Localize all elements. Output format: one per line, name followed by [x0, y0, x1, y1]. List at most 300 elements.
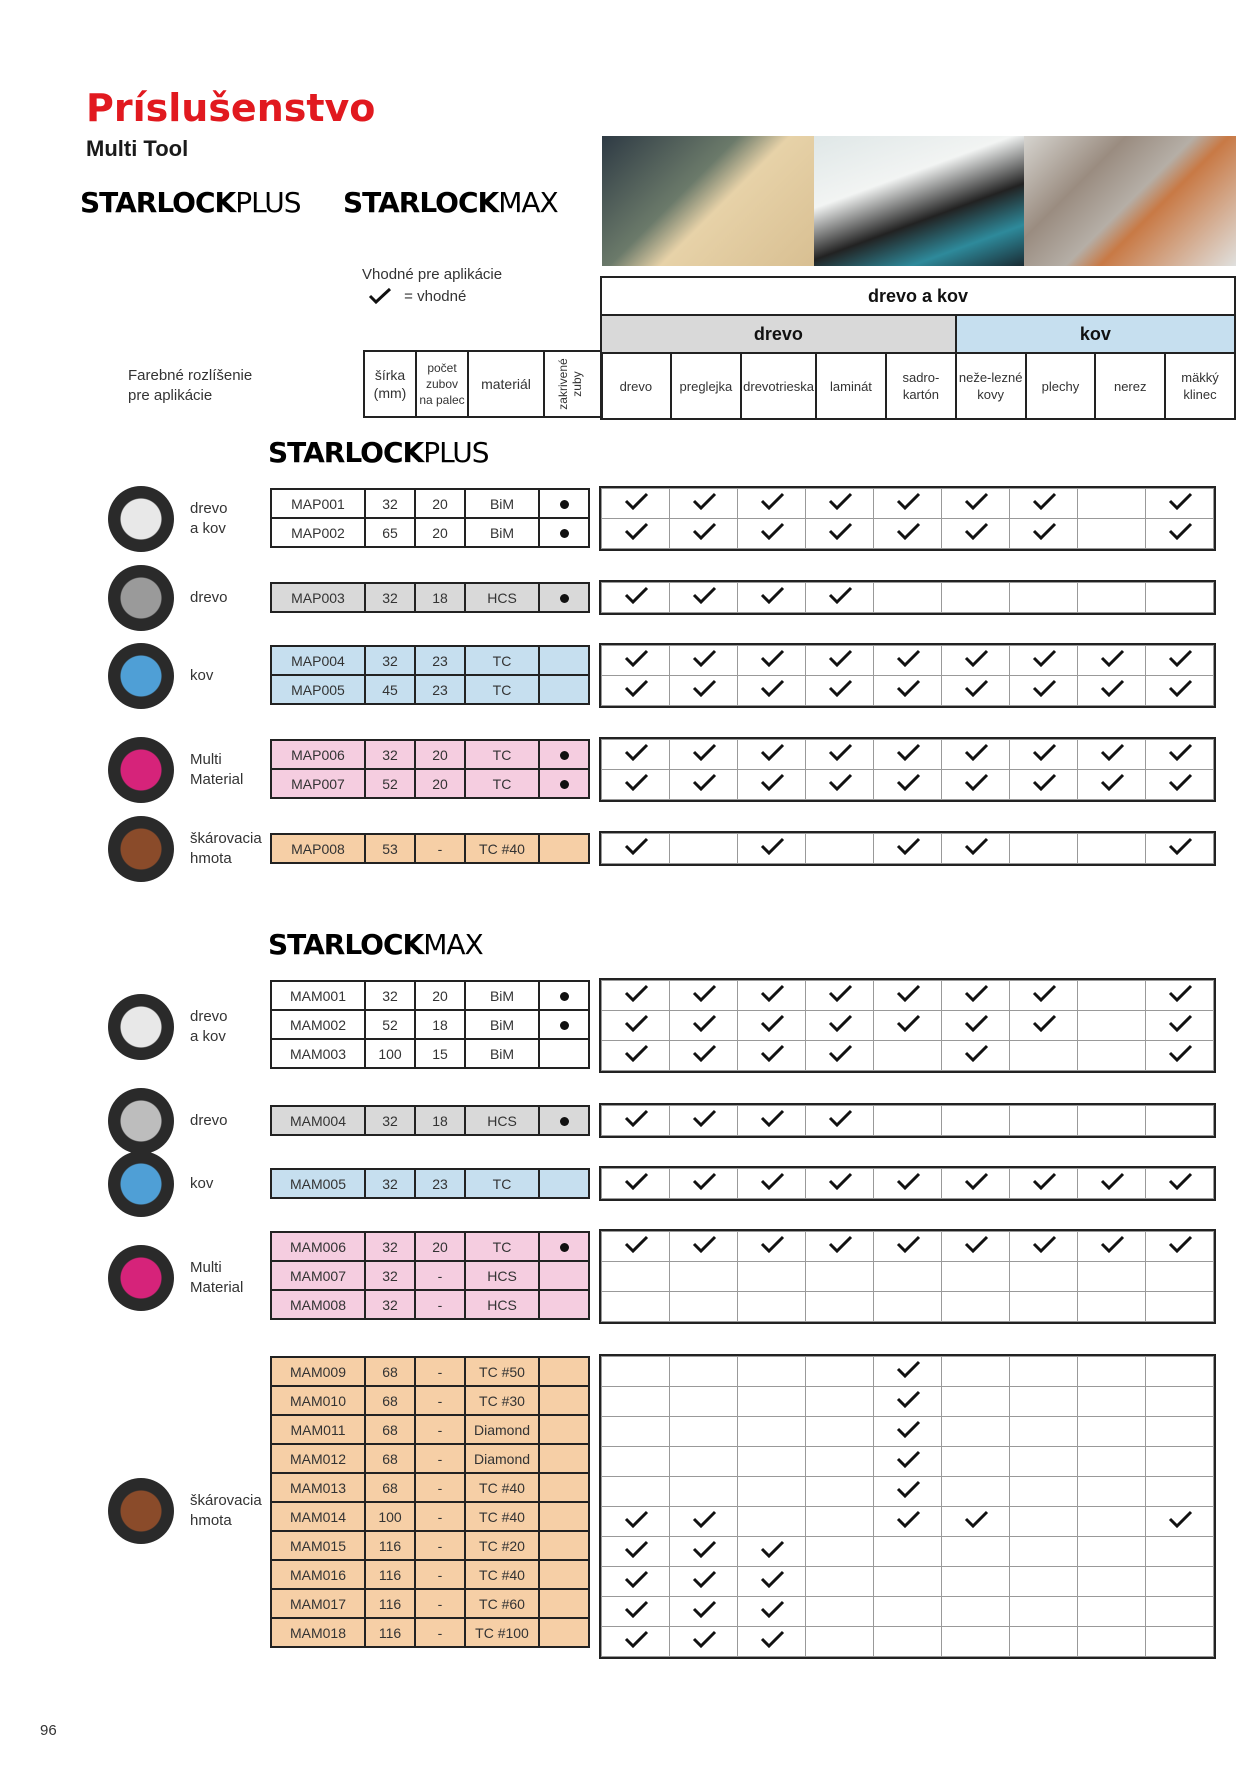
- grid-cell: [874, 1262, 942, 1292]
- product-code: MAM010: [271, 1386, 365, 1415]
- teeth-value: 20: [415, 1232, 465, 1261]
- grid-cell: [1078, 1232, 1146, 1262]
- grid-cell: [942, 1387, 1010, 1417]
- checkmark-icon: [827, 679, 853, 697]
- grid-cell: [806, 646, 874, 676]
- checkmark-icon: [623, 1630, 649, 1648]
- checkmark-icon: [623, 522, 649, 540]
- curved-teeth-cell: [539, 1232, 589, 1261]
- product-code: MAP005: [271, 675, 365, 704]
- grid-row: [602, 1262, 1214, 1292]
- group-label: drevo a kov: [190, 500, 228, 537]
- grid-cell: [1010, 770, 1078, 800]
- checkmark-icon: [691, 1109, 717, 1127]
- checkmark-icon: [759, 522, 785, 540]
- header-group-kov: kov: [956, 315, 1235, 353]
- checkmark-icon: [827, 984, 853, 1002]
- grid-cell: [806, 1417, 874, 1447]
- group-label: Multi Material: [190, 751, 244, 788]
- col-header-4: sadro-kartón: [886, 353, 956, 419]
- curved-teeth-cell: [539, 1415, 589, 1444]
- blade-color-badge: [108, 1151, 174, 1217]
- grid-cell: [670, 1011, 738, 1041]
- grid-cell: [602, 489, 670, 519]
- table-row: [271, 489, 589, 518]
- material-value: TC #30: [465, 1386, 539, 1415]
- blade-color-badge: [108, 1245, 174, 1311]
- grid-cell: [942, 1169, 1010, 1199]
- checkmark-icon: [623, 1570, 649, 1588]
- checkmark-icon: [623, 1109, 649, 1127]
- grid-cell: [1146, 770, 1214, 800]
- grid-cell: [602, 1262, 670, 1292]
- material-value: BiM: [465, 489, 539, 518]
- checkmark-icon: [963, 492, 989, 510]
- material-value: BiM: [465, 981, 539, 1010]
- grid-cell: [1146, 1292, 1214, 1322]
- grid-cell: [738, 834, 806, 864]
- table-row: [271, 1010, 589, 1039]
- grid-cell: [602, 1537, 670, 1567]
- checkmark-icon: [691, 522, 717, 540]
- checkmark-icon: [1031, 679, 1057, 697]
- curved-teeth-cell: [539, 740, 589, 769]
- grid-cell: [1146, 1417, 1214, 1447]
- grid-cell: [806, 1232, 874, 1262]
- grid-row: [602, 1292, 1214, 1322]
- checkmark-icon: [759, 679, 785, 697]
- grid-cell: [1078, 676, 1146, 706]
- checkmark-icon: [691, 1510, 717, 1528]
- width-value: 52: [365, 1010, 415, 1039]
- col-header-2: drevotrieska: [741, 353, 816, 419]
- grid-cell: [806, 1357, 874, 1387]
- grid-row: [602, 1011, 1214, 1041]
- grid-cell: [738, 583, 806, 613]
- grid-cell: [1010, 1597, 1078, 1627]
- checkmark-icon: [963, 837, 989, 855]
- product-code: MAM011: [271, 1415, 365, 1444]
- material-value: TC #40: [465, 1473, 539, 1502]
- group-label: škárovacia hmota: [190, 829, 262, 867]
- curved-teeth-cell: [539, 981, 589, 1010]
- group-label: kov: [190, 1174, 214, 1192]
- grid-cell: [738, 646, 806, 676]
- grid-row: [602, 676, 1214, 706]
- grid-cell: [874, 834, 942, 864]
- width-value: 100: [365, 1502, 415, 1531]
- application-grid: [601, 1105, 1214, 1136]
- dot-icon: [560, 500, 569, 509]
- grid-cell: [1078, 740, 1146, 770]
- table-row: [271, 1261, 589, 1290]
- blade-color-badge: [108, 643, 174, 709]
- grid-row: [602, 1169, 1214, 1199]
- grid-cell: [670, 740, 738, 770]
- checkmark-icon: [895, 773, 921, 791]
- grid-cell: [1010, 1387, 1078, 1417]
- teeth-value: -: [415, 1444, 465, 1473]
- grid-cell: [1078, 1106, 1146, 1136]
- col-header-6: plechy: [1026, 353, 1096, 419]
- checkmark-icon: [759, 586, 785, 604]
- checkmark-icon: [895, 1014, 921, 1032]
- grid-cell: [602, 646, 670, 676]
- checkmark-icon: [895, 679, 921, 697]
- grid-cell: [670, 1477, 738, 1507]
- checkmark-icon: [827, 1044, 853, 1062]
- teeth-value: 20: [415, 518, 465, 547]
- material-value: TC #60: [465, 1589, 539, 1618]
- checkmark-icon: [623, 837, 649, 855]
- grid-cell: [670, 519, 738, 549]
- checkmark-icon: [1031, 1172, 1057, 1190]
- blade-color-badge: [108, 994, 174, 1060]
- checkmark-icon: [895, 1235, 921, 1253]
- grid-cell: [942, 1447, 1010, 1477]
- grid-cell: [1010, 740, 1078, 770]
- width-value: 68: [365, 1357, 415, 1386]
- grid-cell: [1010, 981, 1078, 1011]
- grid-cell: [738, 1477, 806, 1507]
- blade-color-badge: [108, 486, 174, 552]
- header-teeth: počet zubov na palec: [416, 351, 468, 417]
- checkmark-icon: [623, 984, 649, 1002]
- checkmark-icon: [963, 649, 989, 667]
- curved-teeth-cell: [539, 1010, 589, 1039]
- grid-cell: [602, 676, 670, 706]
- checkmark-icon: [895, 522, 921, 540]
- width-value: 32: [365, 646, 415, 675]
- grid-cell: [1146, 1387, 1214, 1417]
- checkmark-icon: [759, 1630, 785, 1648]
- checkmark-icon: [691, 1630, 717, 1648]
- grid-cell: [670, 1567, 738, 1597]
- checkmark-icon: [623, 679, 649, 697]
- grid-cell: [806, 1537, 874, 1567]
- grid-cell: [1078, 489, 1146, 519]
- blade-color-badge: [108, 816, 174, 882]
- table-row: [271, 1473, 589, 1502]
- grid-cell: [1146, 1507, 1214, 1537]
- grid-row: [602, 1627, 1214, 1657]
- checkmark-icon: [1167, 1014, 1193, 1032]
- grid-cell: [602, 583, 670, 613]
- grid-cell: [806, 740, 874, 770]
- grid-cell: [670, 1232, 738, 1262]
- curved-teeth-cell: [539, 1106, 589, 1135]
- width-value: 45: [365, 675, 415, 704]
- grid-row: [602, 834, 1214, 864]
- checkmark-icon: [691, 1540, 717, 1558]
- grid-cell: [874, 583, 942, 613]
- checkmark-icon: [1167, 1510, 1193, 1528]
- col-header-5: neže-lezné kovy: [956, 353, 1026, 419]
- teeth-value: 18: [415, 1106, 465, 1135]
- checkmark-icon: [759, 1109, 785, 1127]
- table-row: [271, 1444, 589, 1473]
- checkmark-icon: [623, 1044, 649, 1062]
- table-row: [271, 981, 589, 1010]
- grid-cell: [1010, 1169, 1078, 1199]
- spec-table: [270, 833, 590, 864]
- grid-cell: [1010, 1011, 1078, 1041]
- grid-cell: [806, 770, 874, 800]
- checkmark-icon: [895, 1450, 921, 1468]
- width-value: 32: [365, 981, 415, 1010]
- checkmark-icon: [1167, 1235, 1193, 1253]
- checkmark-icon: [1167, 1044, 1193, 1062]
- material-value: HCS: [465, 583, 539, 612]
- grid-cell: [1146, 646, 1214, 676]
- grid-cell: [1078, 583, 1146, 613]
- grid-cell: [738, 1537, 806, 1567]
- checkmark-icon: [1167, 984, 1193, 1002]
- grid-cell: [1010, 1507, 1078, 1537]
- grid-cell: [670, 1357, 738, 1387]
- legend-checkmark: [368, 287, 467, 309]
- width-value: 68: [365, 1415, 415, 1444]
- grid-row: [602, 1507, 1214, 1537]
- grid-cell: [1146, 1567, 1214, 1597]
- grid-cell: [1146, 1477, 1214, 1507]
- photo-window-cut: [814, 136, 1024, 266]
- grid-cell: [874, 1011, 942, 1041]
- width-value: 116: [365, 1618, 415, 1647]
- grid-cell: [602, 1447, 670, 1477]
- grid-cell: [738, 981, 806, 1011]
- checkmark-icon: [1167, 522, 1193, 540]
- teeth-value: -: [415, 1473, 465, 1502]
- checkmark-icon: [1167, 1172, 1193, 1190]
- grid-cell: [1146, 1106, 1214, 1136]
- checkmark-icon: [623, 1540, 649, 1558]
- grid-row: [602, 1417, 1214, 1447]
- curved-teeth-cell: [539, 1290, 589, 1319]
- grid-row: [602, 1041, 1214, 1071]
- grid-cell: [942, 1477, 1010, 1507]
- grid-cell: [1010, 676, 1078, 706]
- grid-cell: [602, 1357, 670, 1387]
- checkmark-icon: [759, 984, 785, 1002]
- grid-cell: [806, 1447, 874, 1477]
- grid-cell: [670, 1106, 738, 1136]
- grid-cell: [738, 1011, 806, 1041]
- table-row: [271, 1232, 589, 1261]
- checkmark-icon: [759, 649, 785, 667]
- width-value: 52: [365, 769, 415, 798]
- grid-row: [602, 740, 1214, 770]
- table-row: [271, 1415, 589, 1444]
- grid-cell: [602, 1041, 670, 1071]
- application-grid: [601, 833, 1214, 864]
- checkmark-icon: [1167, 773, 1193, 791]
- checkmark-icon: [759, 492, 785, 510]
- grid-cell: [670, 489, 738, 519]
- checkmark-icon: [895, 1480, 921, 1498]
- checkmark-icon: [827, 1172, 853, 1190]
- grid-cell: [1010, 1627, 1078, 1657]
- curved-teeth-cell: [539, 769, 589, 798]
- page-number: 96: [40, 1722, 57, 1739]
- teeth-value: 20: [415, 740, 465, 769]
- dot-icon: [560, 992, 569, 1001]
- product-code: MAP006: [271, 740, 365, 769]
- width-value: 32: [365, 740, 415, 769]
- grid-cell: [738, 1627, 806, 1657]
- checkmark-icon: [963, 743, 989, 761]
- grid-cell: [602, 1627, 670, 1657]
- grid-cell: [806, 1011, 874, 1041]
- curved-teeth-cell: [539, 1386, 589, 1415]
- width-value: 32: [365, 1232, 415, 1261]
- grid-cell: [602, 519, 670, 549]
- curved-teeth-cell: [539, 1039, 589, 1068]
- grid-cell: [874, 1357, 942, 1387]
- checkmark-icon: [1099, 773, 1125, 791]
- checkmark-icon: [1167, 837, 1193, 855]
- checkmark-icon: [623, 773, 649, 791]
- material-value: HCS: [465, 1106, 539, 1135]
- teeth-value: 18: [415, 1010, 465, 1039]
- grid-cell: [942, 1011, 1010, 1041]
- curved-teeth-cell: [539, 834, 589, 863]
- grid-cell: [1146, 1041, 1214, 1071]
- checkmark-icon: [623, 1600, 649, 1618]
- checkmark-icon: [963, 1014, 989, 1032]
- grid-cell: [1146, 1169, 1214, 1199]
- grid-cell: [670, 1597, 738, 1627]
- grid-cell: [670, 770, 738, 800]
- spec-table: [270, 980, 590, 1069]
- checkmark-icon: [759, 773, 785, 791]
- grid-cell: [670, 1041, 738, 1071]
- material-value: TC #20: [465, 1531, 539, 1560]
- curved-teeth-cell: [539, 1473, 589, 1502]
- grid-cell: [942, 740, 1010, 770]
- grid-cell: [602, 981, 670, 1011]
- checkmark-icon: [623, 1235, 649, 1253]
- curved-teeth-cell: [539, 675, 589, 704]
- width-value: 32: [365, 1169, 415, 1198]
- checkmark-icon: [691, 1172, 717, 1190]
- grid-row: [602, 1106, 1214, 1136]
- application-grid: [601, 1231, 1214, 1322]
- grid-cell: [670, 1447, 738, 1477]
- grid-cell: [1078, 1262, 1146, 1292]
- grid-cell: [1146, 1447, 1214, 1477]
- grid-cell: [1078, 834, 1146, 864]
- checkmark-icon: [691, 743, 717, 761]
- grid-row: [602, 1357, 1214, 1387]
- grid-row: [602, 770, 1214, 800]
- checkmark-icon: [623, 743, 649, 761]
- legend-text: Vhodné pre aplikácie: [362, 266, 503, 283]
- checkmark-icon: [827, 773, 853, 791]
- checkmark-icon: [759, 1540, 785, 1558]
- grid-cell: [1010, 583, 1078, 613]
- checkmark-icon: [759, 1172, 785, 1190]
- grid-cell: [1010, 519, 1078, 549]
- table-row: [271, 1357, 589, 1386]
- grid-row: [602, 1537, 1214, 1567]
- teeth-value: -: [415, 1415, 465, 1444]
- grid-cell: [1010, 1417, 1078, 1447]
- checkmark-icon: [623, 1172, 649, 1190]
- grid-cell: [738, 1417, 806, 1447]
- grid-cell: [602, 1011, 670, 1041]
- teeth-value: -: [415, 1290, 465, 1319]
- application-header: [600, 276, 1236, 420]
- curved-teeth-cell: [539, 583, 589, 612]
- material-value: TC: [465, 675, 539, 704]
- checkmark-icon: [827, 1014, 853, 1032]
- grid-cell: [874, 1477, 942, 1507]
- checkmark-icon: [691, 1235, 717, 1253]
- grid-row: [602, 1597, 1214, 1627]
- product-code: MAM013: [271, 1473, 365, 1502]
- checkmark-icon: [895, 984, 921, 1002]
- grid-cell: [1010, 1232, 1078, 1262]
- checkmark-icon: [1031, 492, 1057, 510]
- width-value: 53: [365, 834, 415, 863]
- spec-table: [270, 1168, 590, 1199]
- teeth-value: -: [415, 1560, 465, 1589]
- header-group-drevo: drevo: [601, 315, 956, 353]
- table-row: [271, 646, 589, 675]
- grid-cell: [942, 1567, 1010, 1597]
- teeth-value: -: [415, 1357, 465, 1386]
- blade-color-badge: [108, 565, 174, 631]
- dot-icon: [560, 1021, 569, 1030]
- grid-cell: [602, 1232, 670, 1262]
- teeth-value: 20: [415, 769, 465, 798]
- grid-row: [602, 981, 1214, 1011]
- grid-cell: [738, 1507, 806, 1537]
- checkmark-icon: [759, 1600, 785, 1618]
- grid-cell: [806, 1477, 874, 1507]
- grid-cell: [602, 1387, 670, 1417]
- grid-cell: [670, 1262, 738, 1292]
- group-label: kov: [190, 667, 214, 684]
- checkmark-icon: [1031, 743, 1057, 761]
- teeth-value: -: [415, 1261, 465, 1290]
- grid-cell: [942, 834, 1010, 864]
- table-row: [271, 518, 589, 547]
- material-value: HCS: [465, 1290, 539, 1319]
- grid-cell: [602, 1106, 670, 1136]
- grid-cell: [874, 981, 942, 1011]
- checkmark-icon: [691, 679, 717, 697]
- product-code: MAM016: [271, 1560, 365, 1589]
- grid-cell: [874, 1507, 942, 1537]
- grid-cell: [738, 1567, 806, 1597]
- width-value: 32: [365, 1261, 415, 1290]
- width-value: 68: [365, 1386, 415, 1415]
- curved-teeth-cell: [539, 1444, 589, 1473]
- grid-cell: [602, 1292, 670, 1322]
- grid-cell: [942, 1597, 1010, 1627]
- checkmark-icon: [368, 287, 392, 305]
- checkmark-icon: [1031, 1235, 1057, 1253]
- product-code: MAM002: [271, 1010, 365, 1039]
- product-code: MAM014: [271, 1502, 365, 1531]
- grid-cell: [1078, 1011, 1146, 1041]
- grid-cell: [738, 676, 806, 706]
- grid-cell: [1010, 1262, 1078, 1292]
- grid-cell: [738, 770, 806, 800]
- table-row: [271, 1618, 589, 1647]
